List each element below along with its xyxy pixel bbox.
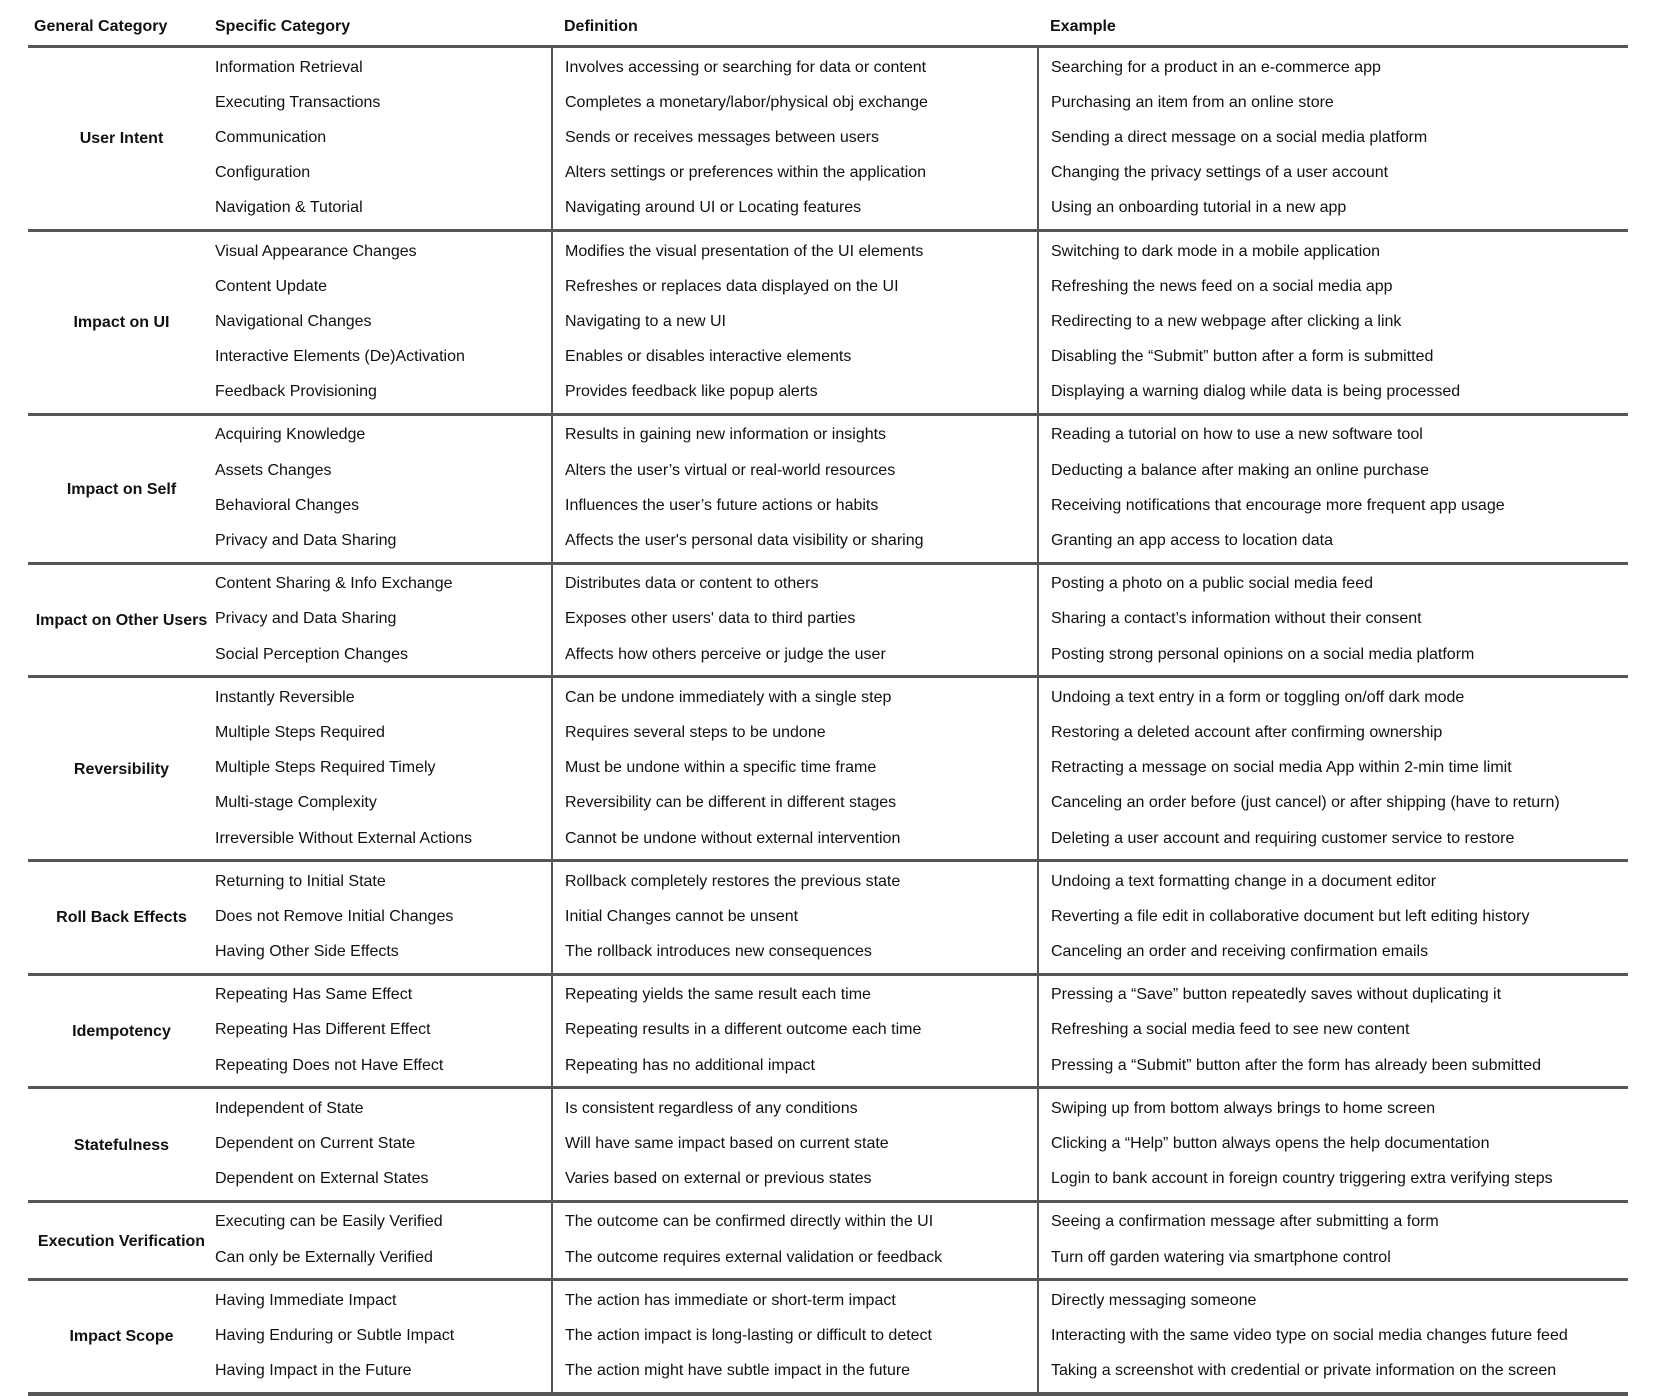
general-category-cell: Impact Scope [69, 1328, 174, 1346]
example-cell: Taking a screenshot with credential or private information on the screen [1051, 1362, 1557, 1380]
definition-cell: Navigating to a new UI [552, 304, 1038, 339]
definition-cell: Alters the user’s virtual or real-world resources [552, 453, 1038, 488]
example-cell: Undoing a text entry in a form or toggling on/off dark mode [1051, 688, 1465, 706]
table-row [28, 677, 1628, 716]
table-row [28, 1013, 1628, 1048]
definition-cell: Sends or receives messages between users [552, 120, 1038, 155]
example-cell: Displaying a warning dialog while data is being processed [1051, 383, 1461, 401]
example-cell: Refreshing the news feed on a social media app [1051, 277, 1393, 295]
definition-cell: Must be undone within a specific time frame [552, 751, 1038, 786]
specific-category-cell: Independent of State [215, 1088, 552, 1127]
specific-category-cell: Does not Remove Initial Changes [215, 899, 552, 934]
example-cell: Turn off garden watering via smartphone control [1051, 1248, 1391, 1266]
specific-category-cell: Repeating Has Different Effect [215, 1013, 552, 1048]
definition-cell: Navigating around UI or Locating features [552, 191, 1038, 231]
definition-cell: Rollback completely restores the previous state [552, 861, 1038, 900]
specific-category-cell: Content Sharing & Info Exchange [215, 563, 552, 602]
definition-cell: The action might have subtle impact in the future [552, 1354, 1038, 1394]
general-category-cell: Roll Back Effects [56, 909, 187, 927]
specific-category-cell: Visual Appearance Changes [215, 230, 552, 269]
specific-category-cell: Navigational Changes [215, 304, 552, 339]
header-definition: Definition [552, 10, 1038, 47]
table-row [28, 230, 1628, 269]
table-row [28, 1088, 1628, 1127]
definition-cell: Repeating yields the same result each time [552, 974, 1038, 1013]
table-row [28, 751, 1628, 786]
definition-cell: Enables or disables interactive elements [552, 340, 1038, 375]
general-category-cell: Idempotency [72, 1022, 171, 1040]
category-group [28, 230, 1628, 414]
example-cell: Reading a tutorial on how to use a new software tool [1051, 426, 1423, 444]
definition-cell: Repeating has no additional impact [552, 1048, 1038, 1088]
table-row [28, 563, 1628, 602]
table-row [28, 821, 1628, 861]
header-row [28, 10, 1628, 47]
table-row [28, 602, 1628, 637]
specific-category-cell: Communication [215, 120, 552, 155]
table-row [28, 1048, 1628, 1088]
category-group [28, 1088, 1628, 1202]
specific-category-cell: Assets Changes [215, 453, 552, 488]
example-cell: Refreshing a social media feed to see new content [1051, 1021, 1410, 1039]
specific-category-cell: Irreversible Without External Actions [215, 821, 552, 861]
definition-cell: Distributes data or content to others [552, 563, 1038, 602]
example-cell: Deducting a balance after making an online purchase [1051, 461, 1430, 479]
header-example: Example [1038, 10, 1628, 47]
specific-category-cell: Acquiring Knowledge [215, 414, 552, 453]
table-row [28, 899, 1628, 934]
definition-cell: Alters settings or preferences within the application [552, 156, 1038, 191]
table-row [28, 1240, 1628, 1280]
definition-cell: Repeating results in a different outcome each time [552, 1013, 1038, 1048]
specific-category-cell: Privacy and Data Sharing [215, 523, 552, 563]
specific-category-cell: Having Other Side Effects [215, 935, 552, 975]
definition-cell: Refreshes or replaces data displayed on the UI [552, 269, 1038, 304]
example-cell: Interacting with the same video type on social media changes future feed [1051, 1326, 1568, 1344]
general-category-cell: Impact on Other Users [35, 611, 208, 629]
category-group [28, 414, 1628, 563]
definition-cell: Results in gaining new information or insights [552, 414, 1038, 453]
table-row [28, 156, 1628, 191]
table-row [28, 1162, 1628, 1202]
table-row [28, 269, 1628, 304]
definition-cell: The outcome can be confirmed directly within the UI [552, 1201, 1038, 1240]
example-cell: Changing the privacy settings of a user account [1051, 164, 1389, 182]
example-cell: Switching to dark mode in a mobile application [1051, 242, 1381, 260]
category-group [28, 563, 1628, 677]
category-group [28, 1201, 1628, 1279]
example-cell: Canceling an order before (just cancel) or after shipping (have to return) [1051, 794, 1560, 812]
table-row [28, 47, 1628, 86]
category-group [28, 677, 1628, 861]
specific-category-cell: Having Enduring or Subtle Impact [215, 1318, 552, 1353]
specific-category-cell: Instantly Reversible [215, 677, 552, 716]
definition-cell: The rollback introduces new consequences [552, 935, 1038, 975]
definition-cell: Can be undone immediately with a single step [552, 677, 1038, 716]
definition-cell: Modifies the visual presentation of the UI elements [552, 230, 1038, 269]
general-category-cell: Statefulness [73, 1136, 170, 1154]
definition-cell: Varies based on external or previous states [552, 1162, 1038, 1202]
category-group [28, 47, 1628, 231]
definition-cell: Initial Changes cannot be unsent [552, 899, 1038, 934]
definition-cell: Reversibility can be different in different stages [552, 786, 1038, 821]
example-cell: Undoing a text formatting change in a document editor [1051, 872, 1437, 890]
table-row [28, 1201, 1628, 1240]
table-row [28, 523, 1628, 563]
specific-category-cell: Social Perception Changes [215, 637, 552, 677]
general-category-cell: Reversibility [73, 760, 170, 778]
table-row [28, 453, 1628, 488]
specific-category-cell: Can only be Externally Verified [215, 1240, 552, 1280]
example-cell: Swiping up from bottom always brings to home screen [1051, 1099, 1436, 1117]
definition-cell: Provides feedback like popup alerts [552, 375, 1038, 415]
definition-cell: The action impact is long-lasting or difficult to detect [552, 1318, 1038, 1353]
example-cell: Sharing a contact’s information without their consent [1051, 610, 1422, 628]
table-row [28, 1354, 1628, 1394]
specific-category-cell: Having Immediate Impact [215, 1280, 552, 1319]
definition-cell: Will have same impact based on current state [552, 1126, 1038, 1161]
table-row [28, 1126, 1628, 1161]
table-row [28, 414, 1628, 453]
specific-category-cell: Multi-stage Complexity [215, 786, 552, 821]
example-cell: Purchasing an item from an online store [1051, 93, 1334, 111]
definition-cell: The outcome requires external validation or feedback [552, 1240, 1038, 1280]
definition-cell: Exposes other users' data to third parties [552, 602, 1038, 637]
specific-category-cell: Privacy and Data Sharing [215, 602, 552, 637]
specific-category-cell: Dependent on Current State [215, 1126, 552, 1161]
specific-category-cell: Information Retrieval [215, 47, 552, 86]
specific-category-cell: Repeating Has Same Effect [215, 974, 552, 1013]
table-row [28, 304, 1628, 339]
specific-category-cell: Behavioral Changes [215, 488, 552, 523]
example-cell: Deleting a user account and requiring customer service to restore [1051, 829, 1515, 847]
definition-cell: Cannot be undone without external intervention [552, 821, 1038, 861]
table-row [28, 120, 1628, 155]
header-specific-category: Specific Category [215, 10, 552, 47]
example-cell: Login to bank account in foreign country triggering extra verifying steps [1051, 1170, 1553, 1188]
category-group [28, 861, 1628, 975]
specific-category-cell: Configuration [215, 156, 552, 191]
table-header [28, 10, 1628, 47]
example-cell: Using an onboarding tutorial in a new app [1051, 199, 1347, 217]
definition-cell: Completes a monetary/labor/physical obj exchange [552, 85, 1038, 120]
category-group [28, 974, 1628, 1088]
definition-cell: Influences the user’s future actions or habits [552, 488, 1038, 523]
example-cell: Pressing a “Save” button repeatedly saves without duplicating it [1051, 986, 1502, 1004]
definition-cell: Involves accessing or searching for data or content [552, 47, 1038, 86]
table-row [28, 974, 1628, 1013]
table-row [28, 1280, 1628, 1319]
example-cell: Granting an app access to location data [1051, 532, 1333, 550]
example-cell: Posting a photo on a public social media feed [1051, 575, 1373, 593]
definition-cell: Requires several steps to be undone [552, 715, 1038, 750]
example-cell: Pressing a “Submit” button after the form has already been submitted [1051, 1056, 1542, 1074]
example-cell: Retracting a message on social media App within 2-min time limit [1051, 759, 1512, 777]
table-row [28, 191, 1628, 231]
example-cell: Searching for a product in an e-commerce app [1051, 58, 1381, 76]
table-row [28, 488, 1628, 523]
definition-cell: Affects how others perceive or judge the user [552, 637, 1038, 677]
specific-category-cell: Executing Transactions [215, 85, 552, 120]
example-cell: Seeing a confirmation message after submitting a form [1051, 1213, 1439, 1231]
specific-category-cell: Repeating Does not Have Effect [215, 1048, 552, 1088]
taxonomy-table [28, 10, 1628, 1396]
general-category-cell: Impact on UI [73, 314, 170, 332]
category-group [28, 1280, 1628, 1394]
specific-category-cell: Interactive Elements (De)Activation [215, 340, 552, 375]
definition-cell: Affects the user's personal data visibility or sharing [552, 523, 1038, 563]
table-row [28, 935, 1628, 975]
example-cell: Disabling the “Submit” button after a form is submitted [1051, 348, 1434, 366]
example-cell: Receiving notifications that encourage more frequent app usage [1051, 496, 1505, 514]
general-category-cell: Impact on Self [66, 480, 177, 498]
specific-category-cell: Content Update [215, 269, 552, 304]
example-cell: Redirecting to a new webpage after clicking a link [1051, 312, 1402, 330]
specific-category-cell: Returning to Initial State [215, 861, 552, 900]
general-category-cell: User Intent [79, 130, 164, 148]
example-cell: Canceling an order and receiving confirmation emails [1051, 943, 1429, 961]
specific-category-cell: Executing can be Easily Verified [215, 1201, 552, 1240]
example-cell: Clicking a “Help” button always opens the help documentation [1051, 1135, 1490, 1153]
table-row [28, 786, 1628, 821]
table-row [28, 715, 1628, 750]
example-cell: Reverting a file edit in collaborative document but left editing history [1051, 907, 1530, 925]
specific-category-cell: Multiple Steps Required [215, 715, 552, 750]
example-cell: Posting strong personal opinions on a social media platform [1051, 645, 1475, 663]
definition-cell: The action has immediate or short-term impact [552, 1280, 1038, 1319]
table-row [28, 637, 1628, 677]
table-row [28, 861, 1628, 900]
table-row [28, 1318, 1628, 1353]
example-cell: Directly messaging someone [1051, 1291, 1257, 1309]
example-cell: Sending a direct message on a social media platform [1051, 128, 1428, 146]
specific-category-cell: Navigation & Tutorial [215, 191, 552, 231]
definition-cell: Is consistent regardless of any conditions [552, 1088, 1038, 1127]
table-row [28, 375, 1628, 415]
table-row [28, 340, 1628, 375]
specific-category-cell: Dependent on External States [215, 1162, 552, 1202]
header-general-category: General Category [28, 10, 215, 47]
specific-category-cell: Feedback Provisioning [215, 375, 552, 415]
specific-category-cell: Having Impact in the Future [215, 1354, 552, 1394]
example-cell: Restoring a deleted account after confirming ownership [1051, 723, 1443, 741]
specific-category-cell: Multiple Steps Required Timely [215, 751, 552, 786]
table-row [28, 85, 1628, 120]
general-category-cell: Execution Verification [37, 1232, 206, 1250]
